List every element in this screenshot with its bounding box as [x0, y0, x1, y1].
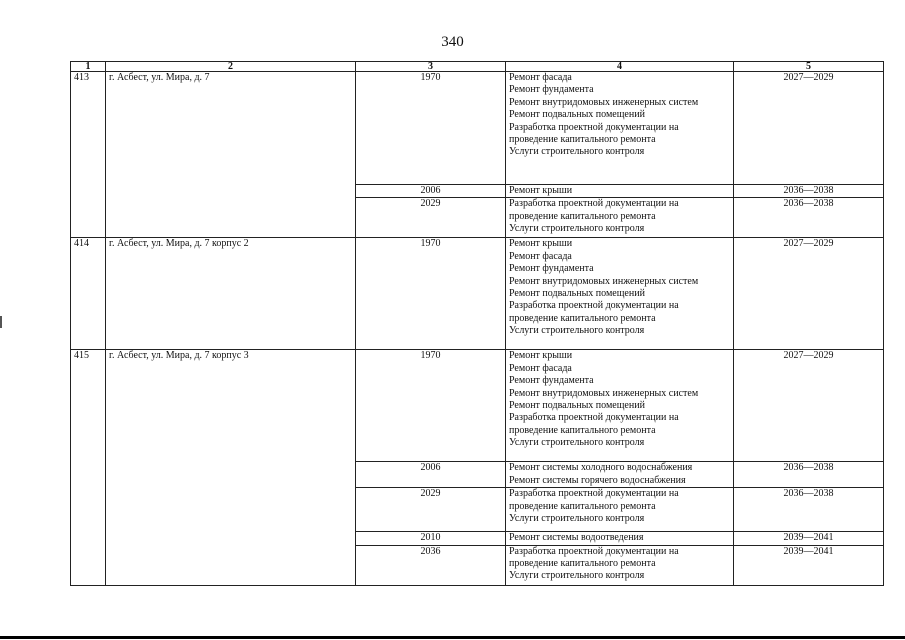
column-header-4: 4 [506, 62, 734, 72]
column-header-5: 5 [734, 62, 884, 72]
work-item: Ремонт внутридомовых инженерных систем [509, 96, 699, 108]
work-item: Услуги строительного контроля [509, 325, 645, 337]
work-item: Ремонт фундамента [509, 263, 594, 275]
period-cell: 2036—2038 [734, 185, 884, 198]
year-cell: 2029 [356, 198, 506, 238]
work-item: Ремонт фундамента [509, 375, 594, 387]
address-cell: г. Асбест, ул. Мира, д. 7 корпус 3 [106, 350, 356, 585]
column-number-row [71, 62, 884, 72]
period-cell: 2027—2029 [734, 72, 884, 185]
work-item: проведение капитального ремонта [509, 134, 656, 146]
works-cell [506, 462, 734, 488]
works-cell [506, 72, 734, 185]
works-cell [506, 545, 734, 585]
work-item: Ремонт подвальных помещений [509, 400, 645, 412]
period-cell: 2039—2041 [734, 545, 884, 585]
work-item: Ремонт крыши [509, 185, 573, 196]
table-row [71, 238, 884, 350]
period-cell: 2036—2038 [734, 198, 884, 238]
work-item: Ремонт фасада [509, 72, 572, 83]
period-cell: 2039—2041 [734, 532, 884, 545]
period-cell: 2027—2029 [734, 238, 884, 350]
column-header-2: 2 [106, 62, 356, 72]
work-item: Ремонт системы водоотведения [509, 532, 644, 544]
work-item: проведение капитального ремонта [509, 558, 656, 570]
work-item: Разработка проектной документации на [509, 300, 679, 312]
work-item: проведение капитального ремонта [509, 500, 656, 512]
work-item: Ремонт крыши [509, 238, 573, 250]
row-number-cell: 414 [71, 238, 106, 350]
work-item: Разработка проектной документации на [509, 198, 679, 210]
table-body [71, 72, 884, 586]
year-cell: 2029 [356, 488, 506, 532]
work-item: Услуги строительного контроля [509, 437, 645, 449]
year-cell: 2006 [356, 462, 506, 488]
period-cell: 2036—2038 [734, 488, 884, 532]
work-item: Ремонт фундамента [509, 84, 594, 96]
works-cell [506, 532, 734, 545]
period-cell: 2027—2029 [734, 350, 884, 462]
scan-bottom-edge [0, 636, 905, 639]
column-header-3: 3 [356, 62, 506, 72]
works-cell [506, 238, 734, 350]
year-cell: 1970 [356, 72, 506, 185]
column-header-1: 1 [71, 62, 106, 72]
works-cell [506, 185, 734, 198]
work-item: Ремонт внутридомовых инженерных систем [509, 387, 699, 399]
repair-schedule-table [70, 61, 884, 586]
row-number-cell: 413 [71, 72, 106, 238]
address-cell: г. Асбест, ул. Мира, д. 7 [106, 72, 356, 238]
year-cell: 1970 [356, 238, 506, 350]
scan-margin-mark [0, 316, 2, 328]
row-number-cell: 415 [71, 350, 106, 585]
page-number: 340 [441, 34, 464, 50]
work-item: Услуги строительного контроля [509, 223, 645, 235]
work-item: Ремонт фасада [509, 362, 572, 374]
work-item: Разработка проектной документации на [509, 545, 679, 557]
work-item: Ремонт подвальных помещений [509, 288, 645, 300]
table-row [71, 350, 884, 462]
work-item: Разработка проектной документации на [509, 412, 679, 424]
works-cell [506, 488, 734, 532]
work-item: Услуги строительного контроля [509, 146, 645, 158]
works-cell [506, 198, 734, 238]
works-cell [506, 350, 734, 462]
table-row [71, 72, 884, 185]
year-cell: 2006 [356, 185, 506, 198]
work-item: Ремонт подвальных помещений [509, 109, 645, 121]
work-item: Ремонт фасада [509, 250, 572, 262]
work-item: Разработка проектной документации на [509, 488, 679, 500]
work-item: Услуги строительного контроля [509, 513, 645, 525]
address-cell: г. Асбест, ул. Мира, д. 7 корпус 2 [106, 238, 356, 350]
year-cell: 2036 [356, 545, 506, 585]
period-cell: 2036—2038 [734, 462, 884, 488]
work-item: проведение капитального ремонта [509, 424, 656, 436]
year-cell: 2010 [356, 532, 506, 545]
work-item: проведение капитального ремонта [509, 210, 656, 222]
work-item: Ремонт системы горячего водоснабжения [509, 474, 686, 486]
work-item: Ремонт системы холодного водоснабжения [509, 462, 693, 474]
year-cell: 1970 [356, 350, 506, 462]
work-item: проведение капитального ремонта [509, 312, 656, 324]
work-item: Ремонт внутридомовых инженерных систем [509, 275, 699, 287]
work-item: Разработка проектной документации на [509, 121, 679, 133]
work-item: Услуги строительного контроля [509, 570, 645, 582]
work-item: Ремонт крыши [509, 350, 573, 362]
